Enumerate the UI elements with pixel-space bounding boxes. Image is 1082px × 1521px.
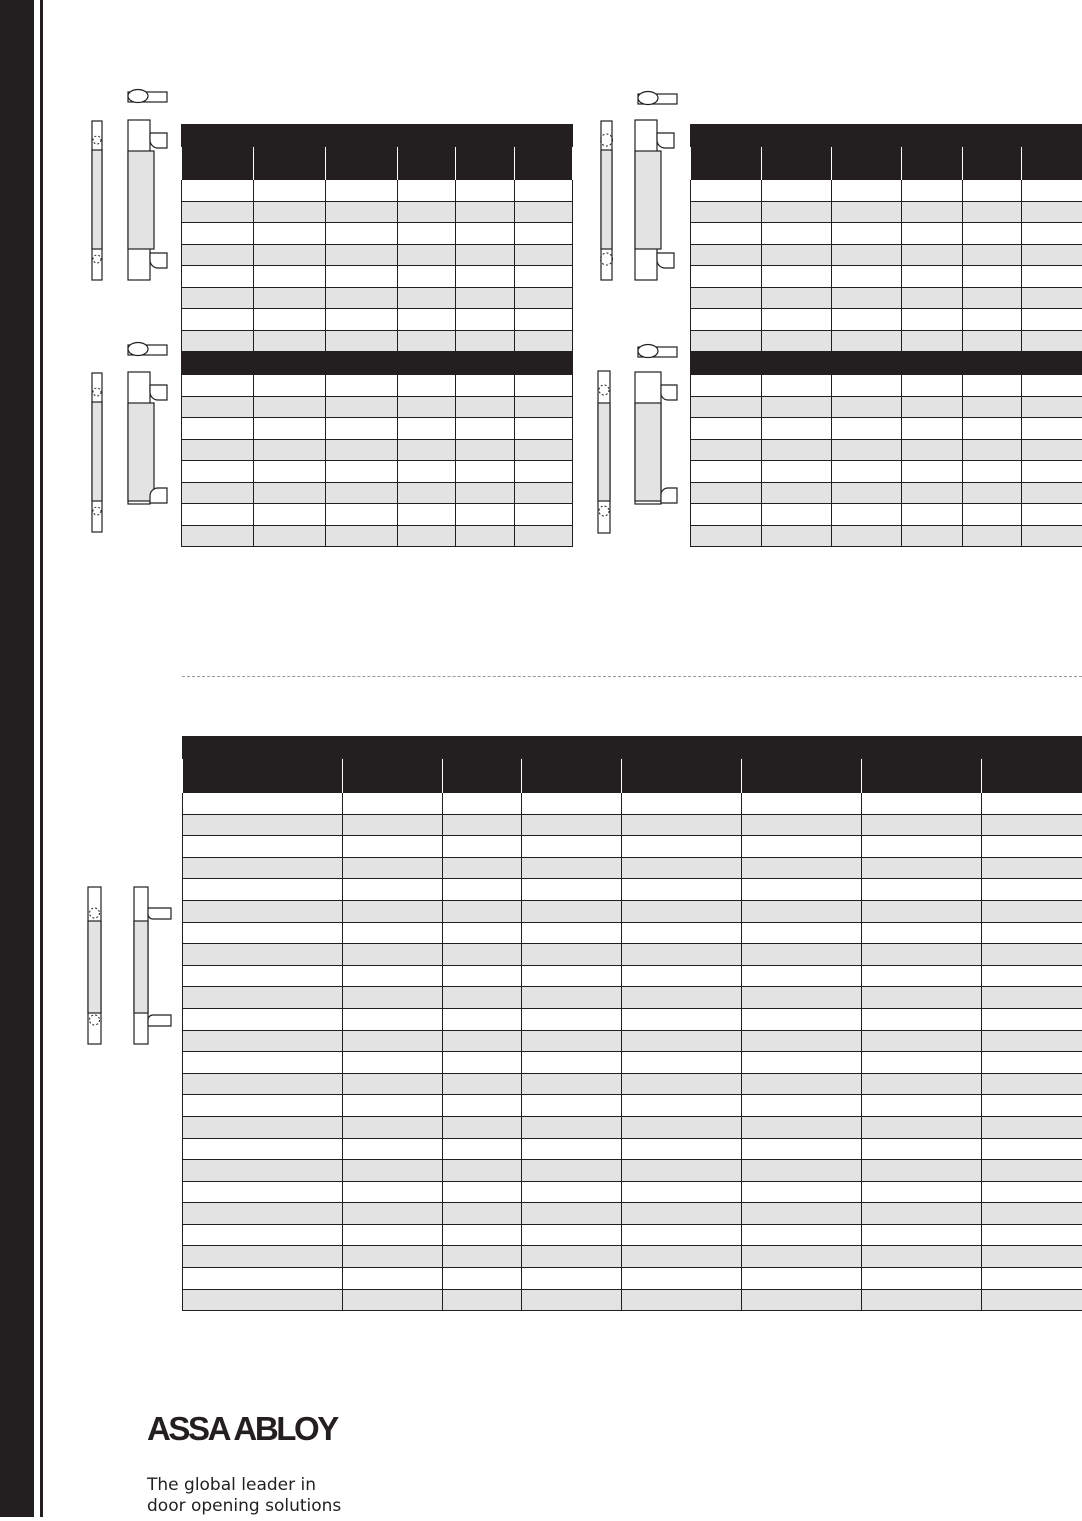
- tagline-line-1: The global leader in: [147, 1475, 317, 1495]
- table-row: [183, 900, 1082, 922]
- door-frame-pivot-icon: [131, 886, 175, 1046]
- handle-top-view-icon: [637, 90, 679, 106]
- door-leaf-offset-icon: [598, 120, 616, 282]
- table-row: [182, 375, 573, 397]
- table-row: [182, 526, 573, 547]
- table-row: [182, 180, 573, 202]
- table-row: [182, 309, 573, 331]
- table-row: [691, 397, 1082, 418]
- table-row: [182, 418, 573, 440]
- table-row: [183, 1289, 1082, 1311]
- table-row: [691, 418, 1082, 440]
- table-header-row: [691, 147, 1082, 180]
- table-row: [691, 526, 1082, 547]
- table-header-row: [183, 759, 1082, 793]
- table-row: [691, 245, 1082, 266]
- door-leaf-offset-icon: [86, 886, 104, 1046]
- table-row: [691, 483, 1082, 504]
- table-row: [183, 793, 1082, 815]
- table-row: [691, 375, 1082, 397]
- table-row: [182, 504, 573, 526]
- table-row: [183, 1181, 1082, 1203]
- table-row: [182, 202, 573, 223]
- section-divider: [182, 676, 1082, 677]
- table-row: [183, 1246, 1082, 1268]
- table-row: [183, 879, 1082, 901]
- spec-table-top-right: [690, 124, 1082, 352]
- door-leaf-offset-icon: [596, 370, 614, 536]
- table-row: [182, 483, 573, 504]
- table-title-bar: [691, 125, 1082, 147]
- door-frame-pivot-icon: [631, 370, 679, 508]
- table-row: [183, 1008, 1082, 1030]
- table-row: [182, 440, 573, 461]
- table-row: [183, 987, 1082, 1009]
- table-row: [183, 814, 1082, 836]
- table-row: [182, 288, 573, 309]
- brand-tagline: [147, 1475, 341, 1517]
- table-row: [182, 245, 573, 266]
- table-row: [183, 1030, 1082, 1052]
- brand-logo: ASSA ABLOY: [147, 1410, 337, 1447]
- table-title-bar: [691, 353, 1082, 375]
- table-row: [691, 202, 1082, 223]
- table-row: [691, 461, 1082, 483]
- table-row: [183, 944, 1082, 966]
- table-row: [183, 1160, 1082, 1182]
- door-frame-pivot-icon: [631, 118, 679, 284]
- page-spine-rule: [40, 0, 43, 1517]
- table-row: [691, 288, 1082, 309]
- table-row: [183, 965, 1082, 987]
- table-row: [183, 1268, 1082, 1290]
- table-row: [691, 266, 1082, 288]
- spec-table-bottom: [182, 736, 1082, 1311]
- table-row: [182, 331, 573, 352]
- table-row: [183, 857, 1082, 879]
- table-row: [183, 1138, 1082, 1160]
- table-row: [182, 266, 573, 288]
- table-header-row: [182, 147, 573, 180]
- table-row: [183, 922, 1082, 944]
- page-spine-bar: [0, 0, 34, 1517]
- table-row: [691, 440, 1082, 461]
- table-row: [691, 331, 1082, 352]
- table-row: [183, 1095, 1082, 1117]
- door-frame-pivot-icon: [124, 118, 172, 284]
- table-row: [691, 504, 1082, 526]
- table-row: [182, 461, 573, 483]
- table-row: [182, 397, 573, 418]
- table-row: [183, 836, 1082, 858]
- handle-top-view-icon: [127, 341, 169, 357]
- door-leaf-offset-icon: [90, 120, 106, 282]
- table-row: [691, 309, 1082, 331]
- table-row: [183, 1073, 1082, 1095]
- spec-table-middle-left: [181, 352, 573, 547]
- table-row: [183, 1203, 1082, 1225]
- table-row: [691, 223, 1082, 245]
- table-row: [691, 180, 1082, 202]
- door-frame-pivot-icon: [124, 370, 172, 508]
- door-leaf-offset-icon: [90, 372, 106, 534]
- table-title-bar: [182, 125, 573, 147]
- handle-top-view-icon: [127, 88, 169, 104]
- table-row: [182, 223, 573, 245]
- table-row: [183, 1116, 1082, 1138]
- spec-table-middle-right: [690, 352, 1082, 547]
- table-title-bar: [183, 737, 1082, 759]
- table-row: [183, 1224, 1082, 1246]
- handle-top-view-icon: [637, 343, 679, 359]
- table-title-bar: [182, 353, 573, 375]
- spec-table-top-left: [181, 124, 573, 352]
- tagline-line-2: door opening solutions: [147, 1496, 342, 1516]
- table-row: [183, 1052, 1082, 1074]
